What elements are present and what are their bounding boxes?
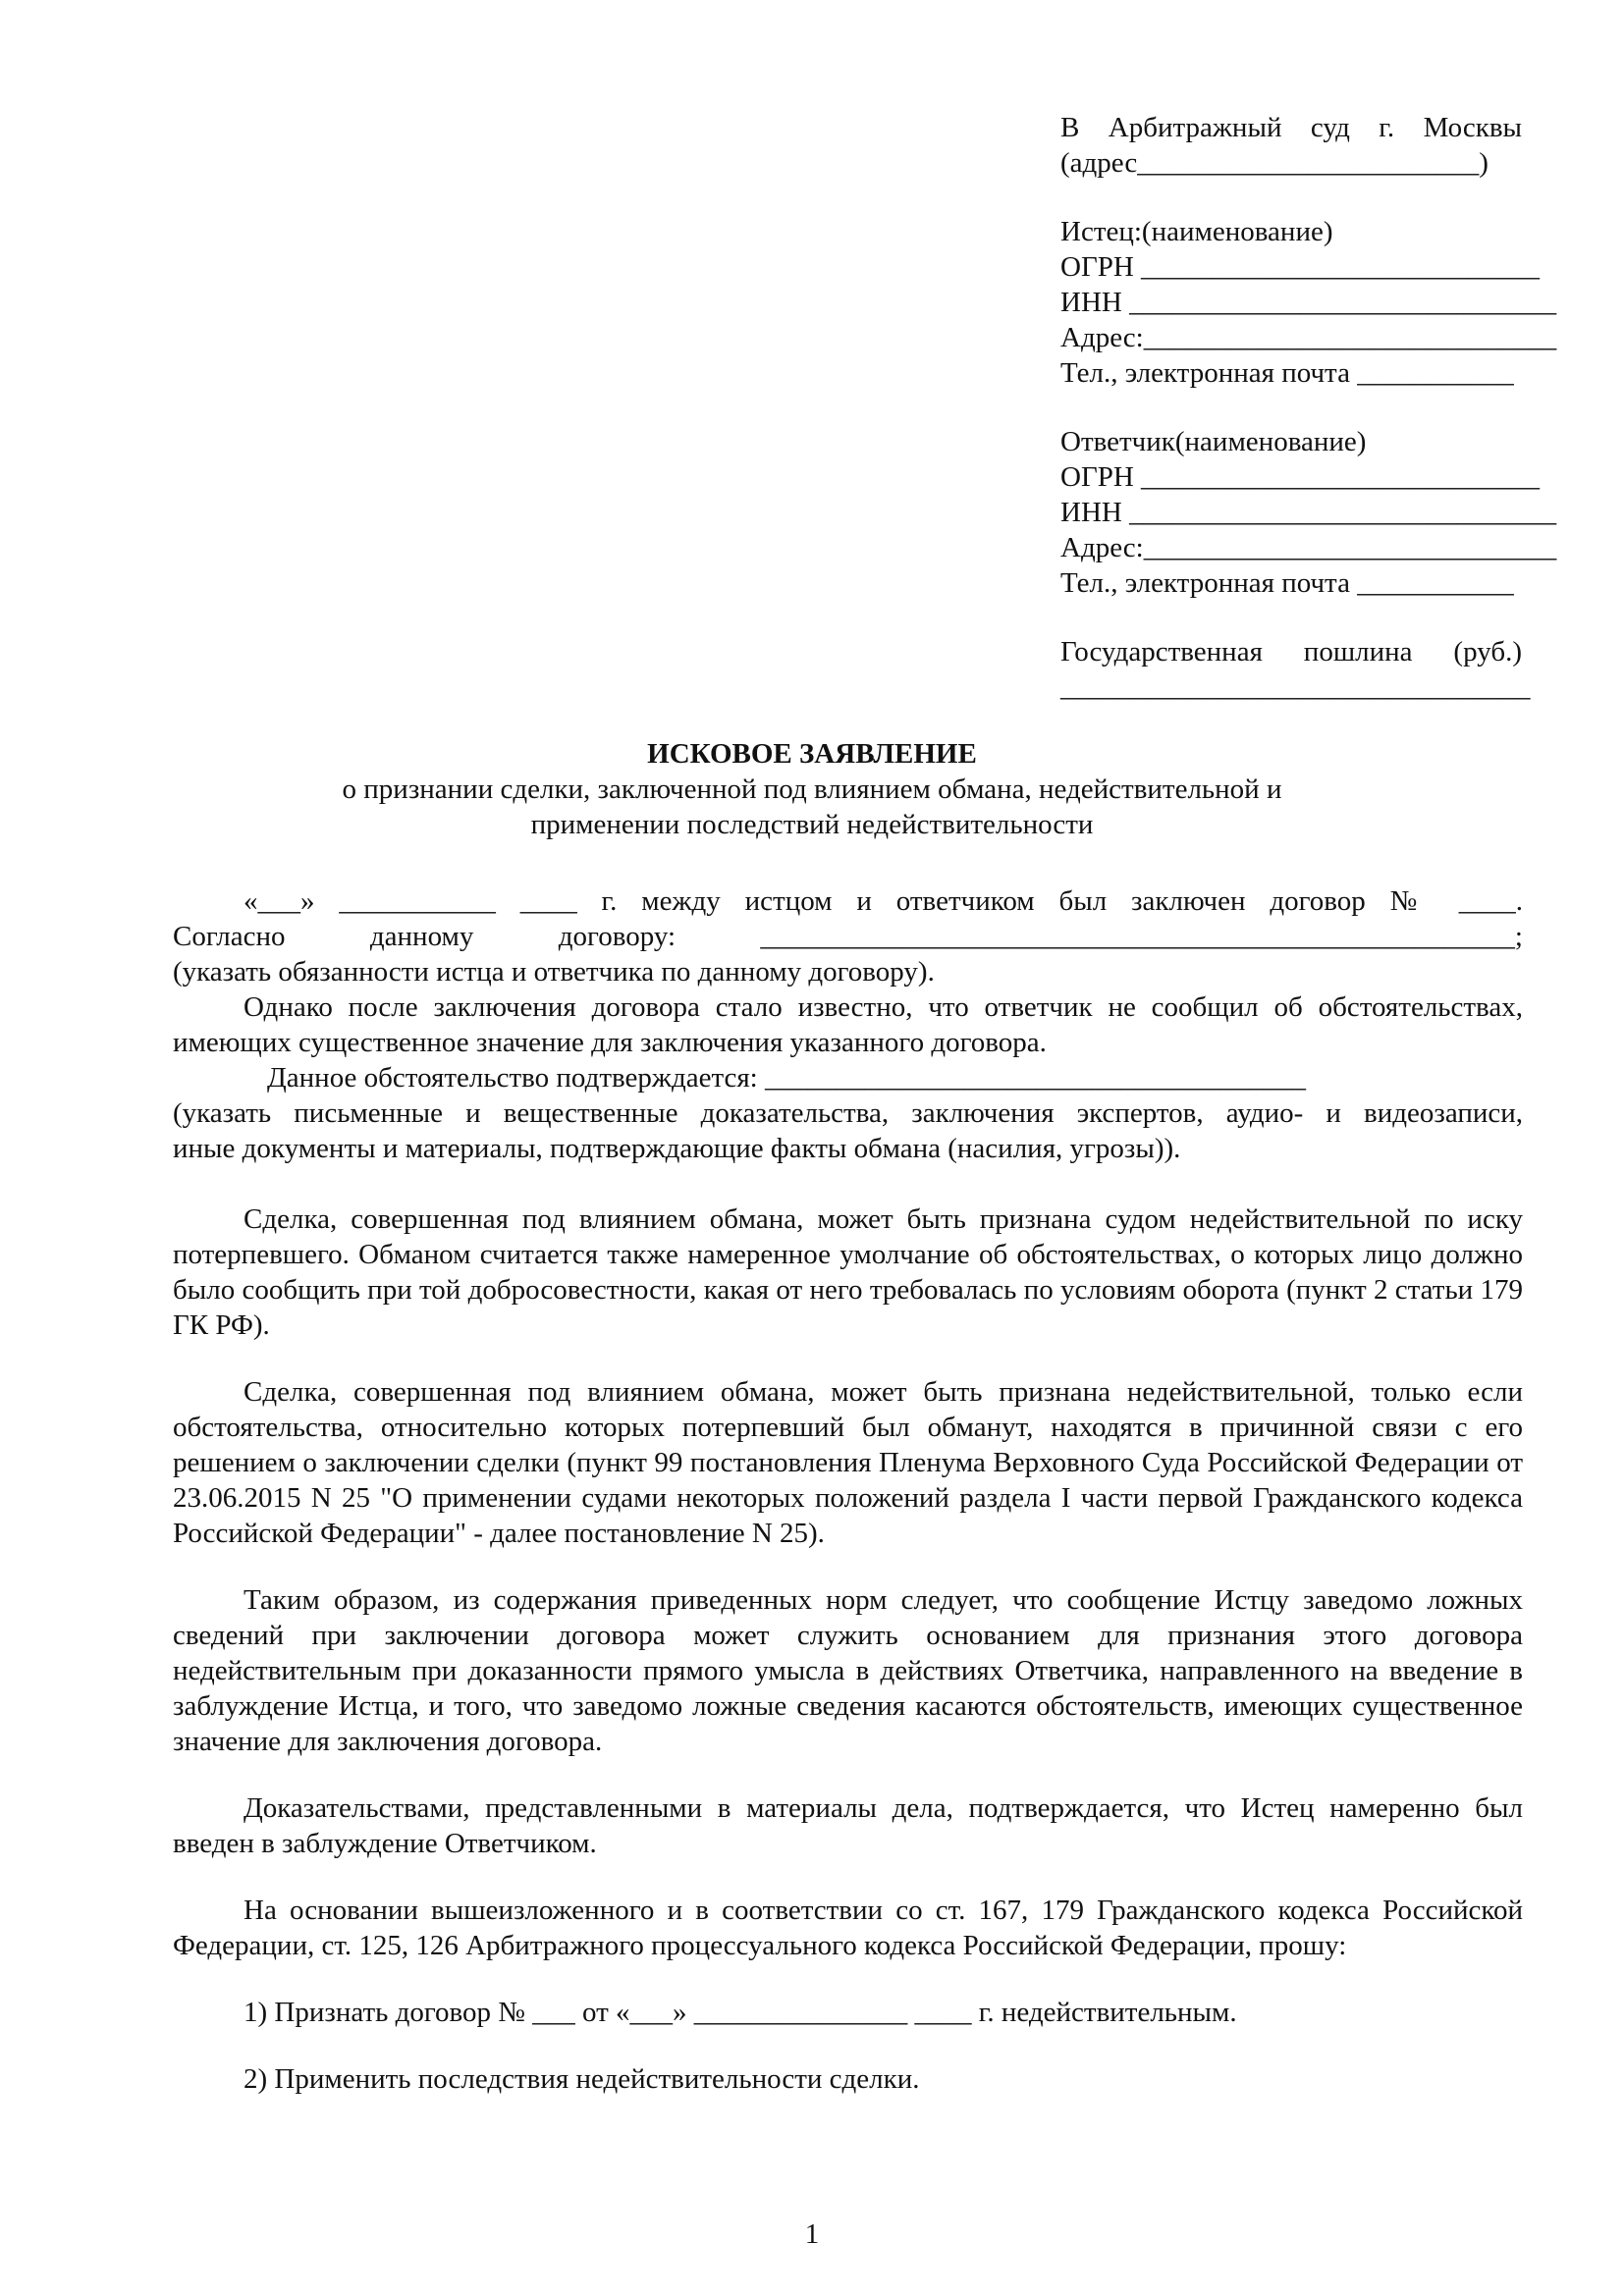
plaintiff-ogrn: ОГРН ____________________________ [1060, 251, 1541, 283]
paragraph-request: На основании вышеизложенного и в соответствии со ст. 167, 179 Гражданского кодекса Российской Федерации, ст. 125, 126 Арбитражного процессуального кодекса Российской Федерации, прошу: [173, 1895, 1523, 1961]
court-name: В Арбитражный суд г. Москвы [1060, 112, 1522, 143]
document-body [173, 883, 1523, 2097]
paragraph-deception-discovered: Однако после заключения договора стало известно, что ответчик не сообщил об обстоятельствах, имеющих существенное значение для заключения указанного договора. [173, 991, 1523, 1058]
contract-terms-line: Согласно данному договору: _____________________________________________________; [173, 921, 1523, 952]
contract-line: «___» ___________ ____ г. между истцом и ответчиком был заключен договор № ____. [244, 885, 1523, 917]
paragraph-conclusion: Таким образом, из содержания приведенных норм следует, что сообщение Истцу заведомо ложных сведений при заключении договора может служить основанием для признания этого договора недействительным при доказанности прямого умысла в действиях Ответчика, направленного на введение в заблуждение Истца, и того, что заведомо ложные сведения касаются обстоятельств, имеющих существенное значение для заключения договора. [173, 1584, 1523, 1757]
paragraph-legal-basis: Сделка, совершенная под влиянием обмана, может быть признана судом недействительной по иску потерпевшего. Обманом считается также намеренное умолчание об обстоятельствах, о которых лицо должно было сообщить при той добросовестности, какая от него требовалась по условиям оборота (пункт 2 статьи 179 ГК РФ). [173, 1203, 1523, 1341]
state-fee-blank: _________________________________ [1060, 671, 1531, 703]
request-item-2: 2) Применить последствия недействительности сделки. [244, 2063, 920, 2095]
plaintiff-label: Истец:(наименование) [1060, 216, 1333, 247]
evidence-hint-line1: (указать письменные и вещественные доказательства, заключения экспертов, аудио- и видеозаписи, [173, 1097, 1523, 1129]
defendant-address: Адрес:_____________________________ [1060, 532, 1557, 563]
paragraph-evidence: Доказательствами, представленными в материалы дела, подтверждается, что Истец намеренно был введен в заблуждение Ответчиком. [173, 1792, 1523, 1859]
addressee-block [1060, 110, 1557, 705]
document-title [0, 736, 1624, 842]
plaintiff-address: Адрес:_____________________________ [1060, 322, 1557, 353]
plaintiff-inn: ИНН ______________________________ [1060, 287, 1557, 318]
page-number: 1 [804, 2218, 820, 2250]
defendant-ogrn: ОГРН ____________________________ [1060, 461, 1541, 493]
contract-terms-hint: (указать обязанности истца и ответчика по данному договору). [173, 956, 935, 988]
evidence-hint-line2: иные документы и материалы, подтверждающие факты обмана (насилия, угрозы)). [173, 1133, 1181, 1164]
defendant-contacts: Тел., электронная почта ___________ [1060, 567, 1514, 599]
court-address: (адрес________________________) [1060, 147, 1489, 179]
request-item-1: 1) Признать договор № ___ от «___» _______________ ____ г. недействительным. [244, 1997, 1237, 2028]
state-fee: Государственная пошлина (руб.) [1060, 636, 1522, 667]
paragraph-plenum: Сделка, совершенная под влиянием обмана, может быть признана недействительной, только если обстоятельства, относительно которых потерпевший был обманут, находятся в причинной связи с его решением о заключении сделки (пункт 99 постановления Пленума Верховного Суда Российской Федерации от 23.06.2015 N 25 "О применении судами некоторых положений раздела I части первой Гражданского кодекса Российской Федерации" - далее постановление N 25). [173, 1376, 1523, 1549]
title-subtitle-line2: применении последствий недействительности [530, 809, 1094, 840]
evidence-line: Данное обстоятельство подтверждается: ______________________________________ [267, 1062, 1306, 1094]
title-heading: ИСКОВОЕ ЗАЯВЛЕНИЕ [647, 738, 977, 770]
defendant-inn: ИНН ______________________________ [1060, 497, 1557, 528]
defendant-label: Ответчик(наименование) [1060, 426, 1367, 457]
title-subtitle-line1: о признании сделки, заключенной под влиянием обмана, недействительной и [342, 774, 1282, 805]
plaintiff-contacts: Тел., электронная почта ___________ [1060, 357, 1514, 389]
